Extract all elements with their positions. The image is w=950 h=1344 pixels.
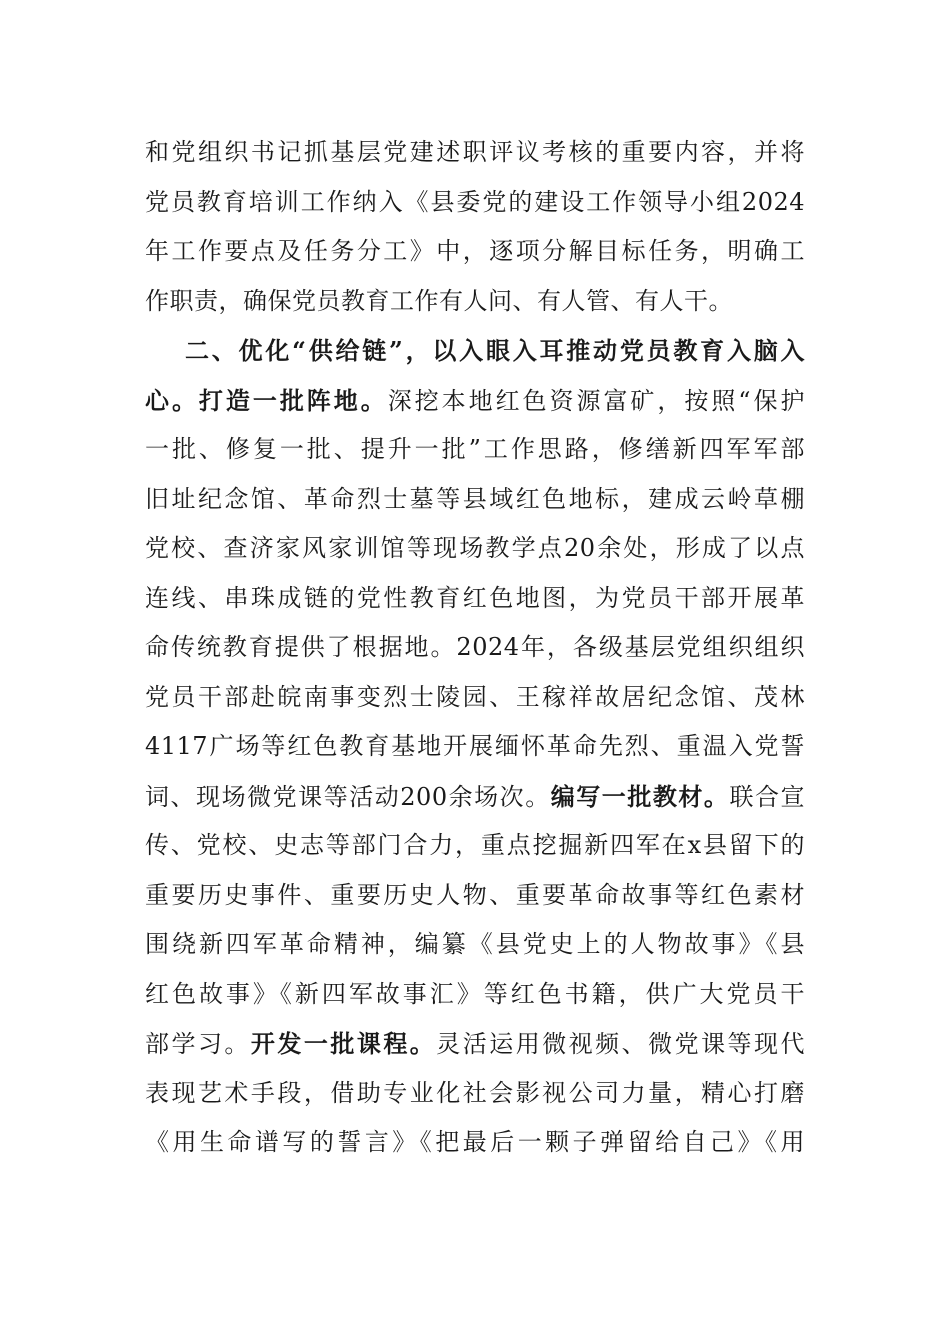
text-line: 红色故事》《新四军故事汇》等红色书籍，供广大党员干: [145, 979, 805, 1008]
text-line: 传、党校、史志等部门合力，重点挖掘新四军在x县留下的: [145, 831, 805, 859]
text-run: 部学习。: [145, 1030, 251, 1058]
text-line: 围绕新四军革命精神，编纂《县党史上的人物故事》《县: [145, 930, 805, 958]
text-line: 命传统教育提供了根据地。2024年，各级基层党组织组织: [145, 633, 805, 661]
text-line: [145, 376, 805, 426]
text-line: 《用生命谱写的誓言》《把最后一颗子弹留给自己》《用: [145, 1128, 805, 1156]
text-line: [145, 772, 805, 822]
text-line: 一批、修复一批、提升一批”工作思路，修缮新四军军部: [145, 435, 805, 463]
subheading-inline: 心。打造一批阵地。: [145, 385, 388, 415]
text-run: 灵活运用微视频、微党课等现代: [436, 1030, 806, 1058]
text-line: 表现艺术手段，借助专业化社会影视公司力量，精心打磨: [145, 1078, 805, 1107]
text-line: 和党组织书记抓基层党建述职评议考核的重要内容，并将: [145, 138, 805, 166]
text-line: 连线、串珠成链的党性教育红色地图，为党员干部开展革: [145, 583, 805, 612]
body-text: [145, 128, 805, 1168]
text-line: 年工作要点及任务分工》中，逐项分解目标任务，明确工: [145, 237, 805, 265]
text-line: 作职责，确保党员教育工作有人问、有人管、有人干。: [145, 286, 733, 315]
text-line: [145, 1019, 805, 1069]
section-heading: 二、优化“供给链”，以入眼入耳推动党员教育入脑入: [185, 336, 805, 365]
text-line: 旧址纪念馆、革命烈士墓等县域红色地标，建成云岭草棚: [145, 484, 805, 513]
subheading-inline: 编写一批教材。: [550, 781, 730, 811]
text-run: 联合宣: [729, 782, 806, 811]
text-line: 党员干部赴皖南事变烈士陵园、王稼祥故居纪念馆、茂林: [145, 682, 805, 711]
text-line: 党员教育培训工作纳入《县委党的建设工作领导小组2024: [145, 187, 805, 216]
subheading-inline: 开发一批课程。: [250, 1029, 437, 1058]
text-line: 4117广场等红色教育基地开展缅怀革命先烈、重温入党誓: [145, 732, 805, 760]
text-run: 词、现场微党课等活动200余场次。: [145, 782, 551, 811]
text-run: 深挖本地红色资源富矿，按照“保护: [387, 386, 805, 415]
text-line: 重要历史事件、重要历史人物、重要革命故事等红色素材: [145, 880, 805, 909]
text-line: 党校、查济家风家训馆等现场教学点20余处，形成了以点: [145, 534, 805, 562]
